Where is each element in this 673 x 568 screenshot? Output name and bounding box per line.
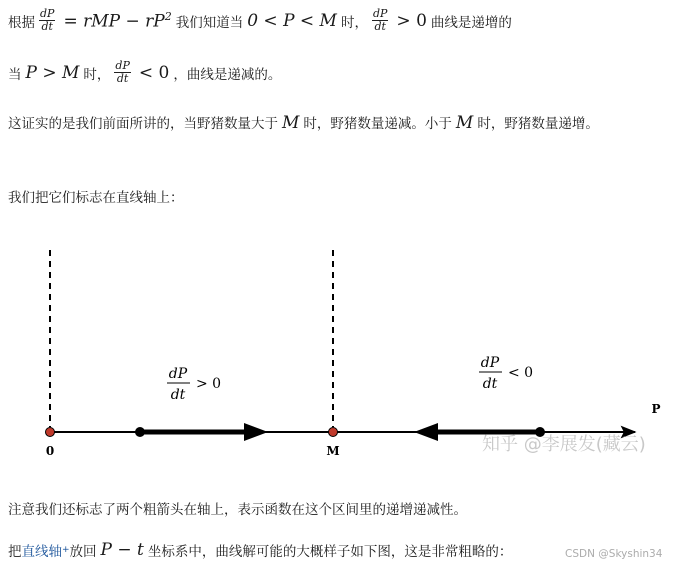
link-plus-icon: + <box>62 545 70 555</box>
greater-than-zero: > 0 <box>396 10 427 31</box>
label-m: M <box>326 444 340 458</box>
line1-prefix: 根据 <box>8 14 35 31</box>
line2-prefix: 当 <box>8 66 22 83</box>
equation-exponent: 2 <box>164 9 172 23</box>
line2-suffix: ，曲线是递减的。 <box>173 66 282 83</box>
para3-part2: 时，野猪数量递减。小于 <box>303 116 452 132</box>
fraction-denominator: dt <box>374 20 386 33</box>
symbol-m: M <box>455 113 474 133</box>
equation-body: = rMP − rP <box>63 11 165 32</box>
equation-line-1 <box>8 8 512 33</box>
para3-part3: 时，野猪数量递增。 <box>477 116 599 132</box>
fraction-numerator: dP <box>115 59 130 72</box>
para6-mid: 放回 <box>69 544 97 560</box>
paragraph-explanation <box>8 110 658 137</box>
condition-p-gt-m: P > M <box>25 62 80 83</box>
dp-dt-fraction-3 <box>114 60 130 85</box>
para6-suffix: 坐标系中，曲线解可能的大概样子如下图，这是非常粗略的： <box>147 544 513 560</box>
logistic-equation <box>63 10 171 32</box>
label-zero: 0 <box>45 444 55 458</box>
line2-when: 时， <box>83 66 111 83</box>
symbol-m: M <box>282 113 300 133</box>
equation-line-2 <box>8 60 281 85</box>
decreasing-arrow-head <box>414 423 438 441</box>
right-relation: < 0 <box>508 365 534 381</box>
fraction-denominator: dt <box>116 72 129 85</box>
left-frac-num: dP <box>168 366 188 382</box>
paragraph-arrow-note: 注意我们还标志了两个粗箭头在轴上，表示函数在这个区间里的递增递减性。 <box>8 502 467 518</box>
right-frac-den: dt <box>482 376 498 392</box>
condition-range: 0 < P < M <box>247 10 337 31</box>
label-p: P <box>651 402 661 416</box>
paragraph-axis-intro: 我们把它们标志在直线轴上： <box>8 190 184 206</box>
para6-prefix: 把 <box>8 544 22 560</box>
left-frac-den: dt <box>170 387 186 403</box>
line1-when: 时， <box>340 14 368 31</box>
p-t-expression: P − t <box>100 540 144 560</box>
csdn-watermark: CSDN @Skyshin34 <box>565 548 663 560</box>
increasing-arrow-start-dot <box>135 427 145 437</box>
dp-dt-fraction <box>39 8 55 33</box>
para3-part1: 这证实的是我们前面所讲的，当野猪数量大于 <box>8 116 278 132</box>
zhihu-watermark: 知乎 @李展发(藏云) <box>482 434 646 455</box>
point-zero <box>46 428 55 437</box>
axis-link[interactable]: 直线轴 <box>21 544 62 560</box>
left-relation: > 0 <box>196 376 222 392</box>
fraction-numerator: dP <box>372 7 388 20</box>
paragraph-curve-intro <box>8 540 512 560</box>
right-frac-num: dP <box>480 355 500 371</box>
less-than-zero: < 0 <box>138 62 170 83</box>
increasing-arrow-head <box>244 423 268 441</box>
line1-suffix: 曲线是递增的 <box>430 14 512 31</box>
point-m <box>329 428 338 437</box>
dp-dt-fraction-2 <box>372 8 388 33</box>
fraction-numerator: dP <box>40 7 55 20</box>
fraction-denominator: dt <box>41 20 53 33</box>
line1-mid: 我们知道当 <box>175 14 244 31</box>
